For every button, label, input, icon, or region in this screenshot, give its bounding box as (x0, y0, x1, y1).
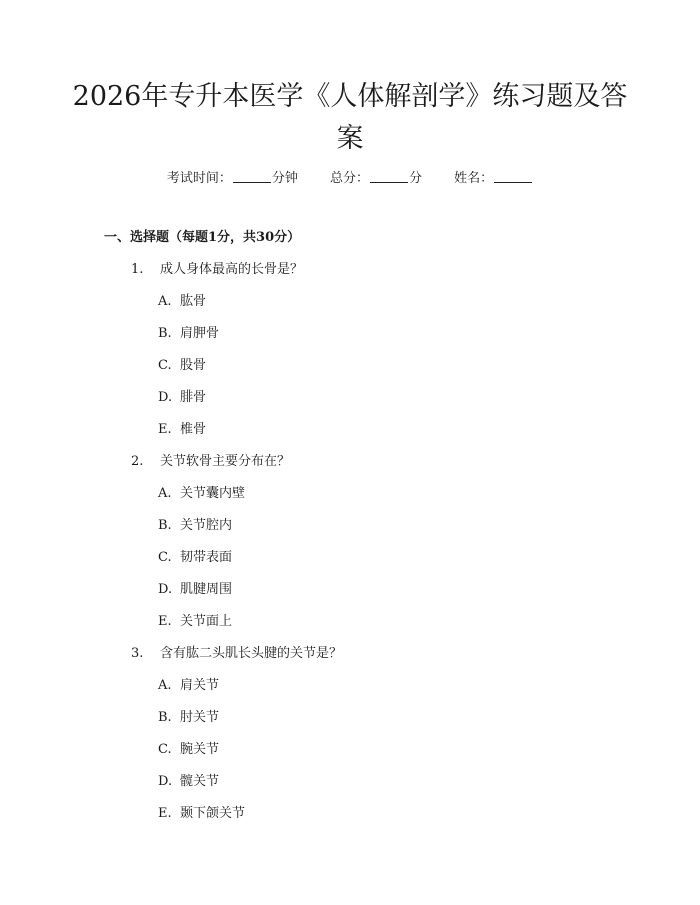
option-d (0, 578, 700, 610)
name-label: 姓名： (454, 171, 494, 186)
option-e (0, 610, 700, 642)
option-letter: C. (158, 358, 172, 373)
option-text: 股骨 (180, 358, 207, 373)
option-d (0, 770, 700, 802)
option-letter: A. (158, 294, 172, 309)
option-text: 肱骨 (180, 294, 207, 309)
question-1 (0, 258, 700, 450)
question-number: 2. (131, 454, 144, 469)
option-letter: E. (158, 614, 172, 629)
option-text: 颞下颌关节 (180, 806, 246, 821)
option-text: 髋关节 (180, 774, 220, 789)
exam-time-unit: 分钟 (271, 171, 298, 186)
question-text: 含有肱二头肌长头腱的关节是？ (160, 646, 343, 661)
question-3 (0, 642, 700, 834)
exam-time-field (167, 168, 298, 189)
option-letter: C. (158, 550, 172, 565)
exam-time-blank (233, 168, 271, 183)
option-text: 腓骨 (180, 390, 207, 405)
option-c (0, 354, 700, 386)
option-text: 腕关节 (180, 742, 220, 757)
question-number: 3. (131, 646, 144, 661)
total-score-unit: 分 (409, 171, 423, 186)
option-c (0, 738, 700, 770)
question-stem (0, 450, 700, 482)
option-letter: B. (158, 518, 172, 533)
option-letter: D. (158, 390, 173, 405)
option-d (0, 386, 700, 418)
option-text: 关节面上 (180, 614, 233, 629)
option-a (0, 482, 700, 514)
option-letter: D. (158, 774, 173, 789)
option-letter: B. (158, 326, 172, 341)
option-text: 肌腱周围 (180, 582, 233, 597)
question-stem (0, 642, 700, 674)
option-b (0, 322, 700, 354)
exam-info-line (0, 168, 700, 189)
total-score-label: 总分： (329, 171, 369, 186)
option-b (0, 706, 700, 738)
option-a (0, 290, 700, 322)
option-letter: B. (158, 710, 172, 725)
name-field (454, 168, 533, 189)
question-number: 1. (131, 262, 144, 277)
name-blank (494, 168, 532, 183)
page-title: 2026年专升本医学《人体解剖学》练习题及答案 (72, 81, 628, 154)
total-score-blank (370, 168, 408, 183)
exam-time-label: 考试时间： (166, 171, 232, 186)
option-text: 肩关节 (180, 678, 220, 693)
option-letter: E. (158, 422, 172, 437)
option-letter: A. (158, 486, 172, 501)
question-2 (0, 450, 700, 642)
option-text: 韧带表面 (180, 550, 233, 565)
option-text: 关节腔内 (180, 518, 233, 533)
question-text: 关节软骨主要分布在？ (160, 454, 291, 469)
option-text: 关节囊内壁 (180, 486, 246, 501)
option-a (0, 674, 700, 706)
option-letter: A. (158, 678, 172, 693)
question-stem (0, 258, 700, 290)
question-list (0, 258, 700, 834)
option-text: 椎骨 (180, 422, 207, 437)
option-letter: D. (158, 582, 173, 597)
option-letter: C. (158, 742, 172, 757)
option-text: 肩胛骨 (180, 326, 220, 341)
option-c (0, 546, 700, 578)
question-text: 成人身体最高的长骨是？ (160, 262, 304, 277)
option-b (0, 514, 700, 546)
option-letter: E. (158, 806, 172, 821)
option-e (0, 418, 700, 450)
option-text: 肘关节 (180, 710, 220, 725)
option-e (0, 802, 700, 834)
section-heading: 一、选择题（每题1分，共30分） (104, 230, 301, 245)
total-score-field (330, 168, 422, 189)
